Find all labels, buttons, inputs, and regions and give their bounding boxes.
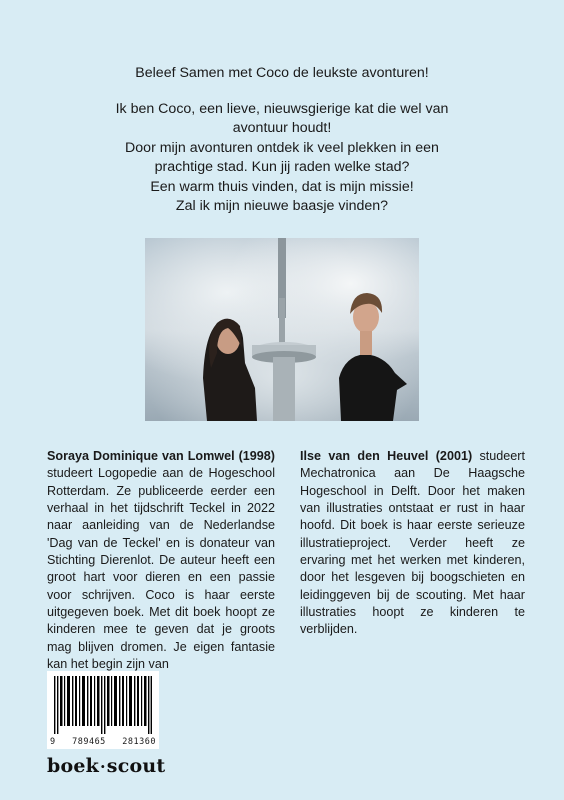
illustrator-name: Ilse van den Heuvel (2001) (300, 449, 473, 463)
illustrator-bio (300, 448, 525, 639)
author-bio (47, 448, 275, 691)
isbn-left-group: 789465 (72, 737, 106, 747)
blurb-line: Zal ik mijn nieuwe baasje vinden? (175, 198, 389, 214)
photo-image (145, 238, 419, 421)
back-cover-blurb (90, 64, 474, 217)
blurb-tagline: Beleef Samen met Coco de leukste avonturen! (135, 65, 429, 81)
blurb-line: Door mijn avonturen ontdek ik veel plekken in een (125, 139, 439, 156)
author-bio-text: studeert Logopedie aan de Hogeschool Rotterdam. Ze publiceerde eerder een verhaal in het tijdschrift Teckel in 2022 naar aanleiding van de Nederlandse 'Dag van de Teckel' en is donateur van Stichting Dierenlot. De auteur heeft een groot hart voor dieren en een passie voor schrijven. Coco is haar eerste uitgegeven boek. Met dit boek hoopt ze kinderen mee te geven dat je groots mag blijven dromen. Je eigen fantasie kan het begin zijn van (47, 466, 275, 672)
isbn-first-digit: 9 (50, 737, 56, 747)
blurb-line: Ik ben Coco, een lieve, nieuwsgierige kat die wel van (115, 100, 449, 117)
blurb-line: avontuur houdt! (232, 120, 332, 136)
isbn-number (50, 737, 156, 747)
isbn-right-group: 281360 (122, 737, 156, 747)
publisher-logo-part1: boek (47, 755, 100, 777)
publisher-logo (47, 755, 165, 777)
illustrator-bio-text: studeert Mechatronica aan De Haagsche Hogeschool in Delft. Door het maken van illustraties ontstaat er rust in haar hoofd. Dit boek is haar eerste serieuze illustratieproject. Verder heeft ze ervaring met het werken met kinderen, door het lesgeven bij boogschieten en leidinggeven bij de scouting. Met haar illustraties hoopt ze kinderen te verblijden. (300, 449, 526, 637)
author-name: Soraya Dominique van Lomwel (1998) (47, 449, 275, 463)
publisher-logo-dot: · (100, 757, 106, 776)
blurb-line: Een warm thuis vinden, dat is mijn missie! (150, 178, 414, 195)
blurb-line: prachtige stad. Kun jij raden welke stad? (154, 159, 410, 175)
barcode-icon (54, 676, 152, 734)
publisher-logo-part2: scout (106, 755, 166, 777)
isbn-barcode (47, 671, 159, 749)
author-illustrator-photo (145, 238, 419, 421)
